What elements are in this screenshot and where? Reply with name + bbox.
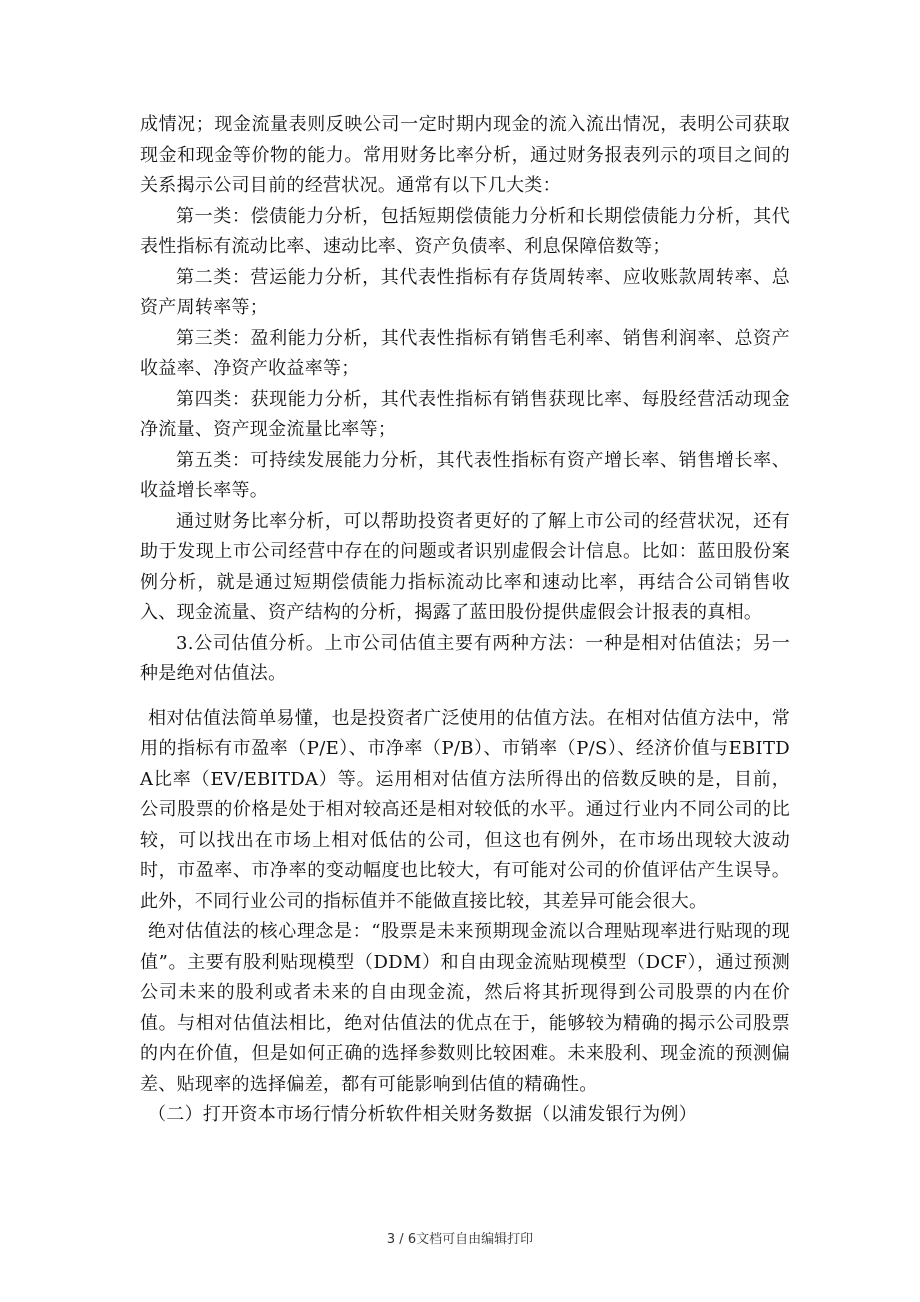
paragraph-relative-valuation: 相对估值法简单易懂，也是投资者广泛使用的估值方法。在相对估值方法中，常用的指标有市盈率（P/E）、市净率（P/B）、市销率（P/S）、经济价值与EBITDA比率（EV/EBITDA）等。运用相对估值方法所得出的倍数反映的是，目前，公司股票的价格是处于相对较高还是相对较低的水平。通过行业内不同公司的比较，可以找出在市场上相对低估的公司，但这也有例外，在市场出现较大波动时，市盈率、市净率的变动幅度也比较大，有可能对公司的价值评估产生误导。此外，不同行业公司的指标值并不能做直接比较，其差异可能会很大。 bbox=[140, 707, 790, 912]
paragraph-category-2: 第二类：营运能力分析，其代表性指标有存货周转率、应收账款周转率、总资产周转率等； bbox=[140, 266, 790, 318]
document-body bbox=[140, 110, 790, 1131]
paragraph-category-1: 第一类：偿债能力分析，包括短期偿债能力分析和长期偿债能力分析，其代表性指标有流动比率、速动比率、资产负债率、利息保障倍数等； bbox=[140, 205, 790, 257]
paragraph-valuation-intro: 3.公司估值分析。上市公司估值主要有两种方法：一种是相对估值法；另一种是绝对估值法。 bbox=[140, 632, 790, 684]
paragraph-category-5: 第五类：可持续发展能力分析，其代表性指标有资产增长率、销售增长率、收益增长率等。 bbox=[140, 449, 790, 501]
paragraph-ratio-analysis: 通过财务比率分析，可以帮助投资者更好的了解上市公司的经营状况，还有助于发现上市公司经营中存在的问题或者识别虚假会计信息。比如：蓝田股份案例分析，就是通过短期偿债能力指标流动比率和速动比率，再结合公司销售收入、现金流量、资产结构的分析，揭露了蓝田股份提供虚假会计报表的真相。 bbox=[140, 510, 790, 623]
page-footer: 3 / 6文档可自由编辑打印 bbox=[386, 1232, 534, 1247]
paragraph-absolute-valuation: 绝对估值法的核心理念是：“股票是未来预期现金流以合理贴现率进行贴现的现值”。主要有股利贴现模型（DDM）和自由现金流贴现模型（DCF），通过预测公司未来的股利或者未来的自由现金流，然后将其折现得到公司股票的内在价值。与相对估值法相比，绝对估值法的优点在于，能够较为精确的揭示公司股票的内在价值，但是如何正确的选择参数则比较困难。未来股利、现金流的预测偏差、贴现率的选择偏差，都有可能影响到估值的精确性。 bbox=[140, 921, 790, 1095]
paragraph-category-4: 第四类：获现能力分析，其代表性指标有销售获现比率、每股经营活动现金净流量、资产现金流量比率等； bbox=[140, 388, 790, 440]
section-heading-software-data: （二）打开资本市场行情分析软件相关财务数据（以浦发银行为例） bbox=[148, 1104, 697, 1125]
paragraph-category-3: 第三类：盈利能力分析，其代表性指标有销售毛利率、销售利润率、总资产收益率、净资产收益率等； bbox=[140, 327, 790, 379]
paragraph-statements-overview: 成情况；现金流量表则反映公司一定时期内现金的流入流出情况，表明公司获取现金和现金等价物的能力。常用财务比率分析，通过财务报表列示的项目之间的关系揭示公司目前的经营状况。通常有以下几大类： bbox=[140, 114, 790, 196]
